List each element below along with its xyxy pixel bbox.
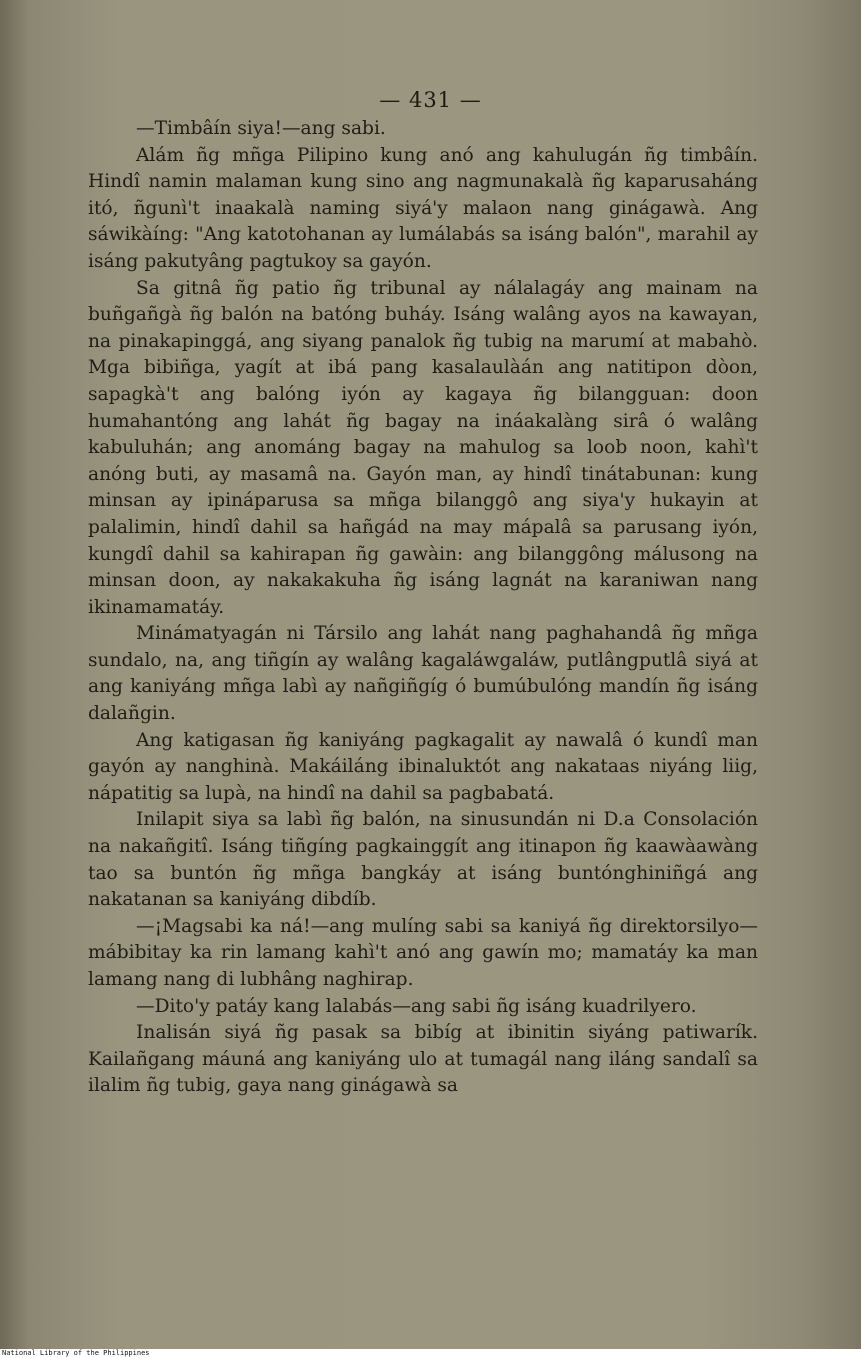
paragraph-5: Ang katigasan ñg kaniyáng pagkagalit ay nawalâ ó kundî man gayón ay nanghinà. Makáiláng ibinaluktót ang nakataas niyáng liig, nápatitig sa lupà, na hindî na dahil sa pagbabatá. bbox=[88, 729, 758, 804]
paragraph-6: Inilapit siya sa labì ñg balón, na sinusundán ni D.a Consolación na nakañgitî. Isáng tiñgíng pagkainggít ang itinapon ñg kaawàawàng tao sa buntón ñg mñga bangkáy at isáng buntónghiniñgá ang nakatanan sa kaniyáng dibdíb. bbox=[88, 809, 758, 911]
footer-credit: National Library of the Philippines bbox=[2, 1349, 150, 1357]
body-text bbox=[88, 116, 758, 1100]
paragraph-7: —¡Magsabi ka ná!—ang mulíng sabi sa kaniyá ñg direktorsilyo—mábibitay ka rin lamang kahì't anó ang gawín mo; mamatáy ka man lamang nang di lubhâng naghirap. bbox=[88, 915, 758, 990]
page-number: — 431 — bbox=[379, 88, 482, 112]
paragraph-1: —Timbâín siya!—ang sabi. bbox=[136, 118, 386, 139]
paragraph-4: Minámatyagán ni Társilo ang lahát nang paghahandâ ñg mñga sundalo, na, ang tiñgín ay walâng kagaláwgaláw, putlângputlâ siyá at ang kaniyáng mñga labì ay nañgiñgíg ó bumúbulóng mandín ñg isáng dalañgin. bbox=[88, 623, 758, 725]
paragraph-8: —Dito'y patáy kang lalabás—ang sabi ñg isáng kuadrilyero. bbox=[136, 995, 697, 1017]
paragraph-9: Inalisán siyá ñg pasak sa bibíg at ibinitin siyáng patiwarík. Kailañgang máuná ang kaniyáng ulo at tumagál nang iláng sandalî sa ilalim ñg tubig, gaya nang ginágawà sa bbox=[88, 1022, 758, 1097]
paragraph-2: Alám ñg mñga Pilipino kung anó ang kahulugán ñg timbâín. Hindî namin malaman kung sino ang nagmunakalà ñg kaparusaháng itó, ñgunì't inaakalà naming siyá'y malaon nang ginágawà. Ang sáwikàíng: "Ang katotohanan ay lumálabás sa isáng balón", marahil ay isáng pakutyâng pagtukoy sa gayón. bbox=[88, 144, 758, 272]
paragraph-3: Sa gitnâ ñg patio ñg tribunal ay nálalagáy ang mainam na buñgañgà ñg balón na batóng buháy. Isáng walâng ayos na kawayan, na pinakapinggá, ang siyang panalok ñg tubig na marumí at mabahò. Mga bibiñga, yagít at ibá pang kasalaulàán ang natitipon dòon, sapagkà't ang balóng iyón ay kagaya ñg bilangguan: doon humahantóng ang lahát ñg bagay na ináakalàng sirâ ó walâng kabuluhán; ang anománg bagay na mahulog sa loob noon, kahì't anóng buti, ay masamâ na. Gayón man, ay hindî tinátabunan: kung minsan ay ipináparusa sa mñga bilanggô ang siya'y hukayin at palalimin, hindî dahil sa hañgád na may mápalâ sa parusang iyón, kungdî dahil sa kahirapan ñg gawàin: ang bilanggông málusong na minsan doon, ay nakakakuha ñg isáng lagnát na karaniwan nang ikinamamatáy. bbox=[88, 277, 758, 618]
